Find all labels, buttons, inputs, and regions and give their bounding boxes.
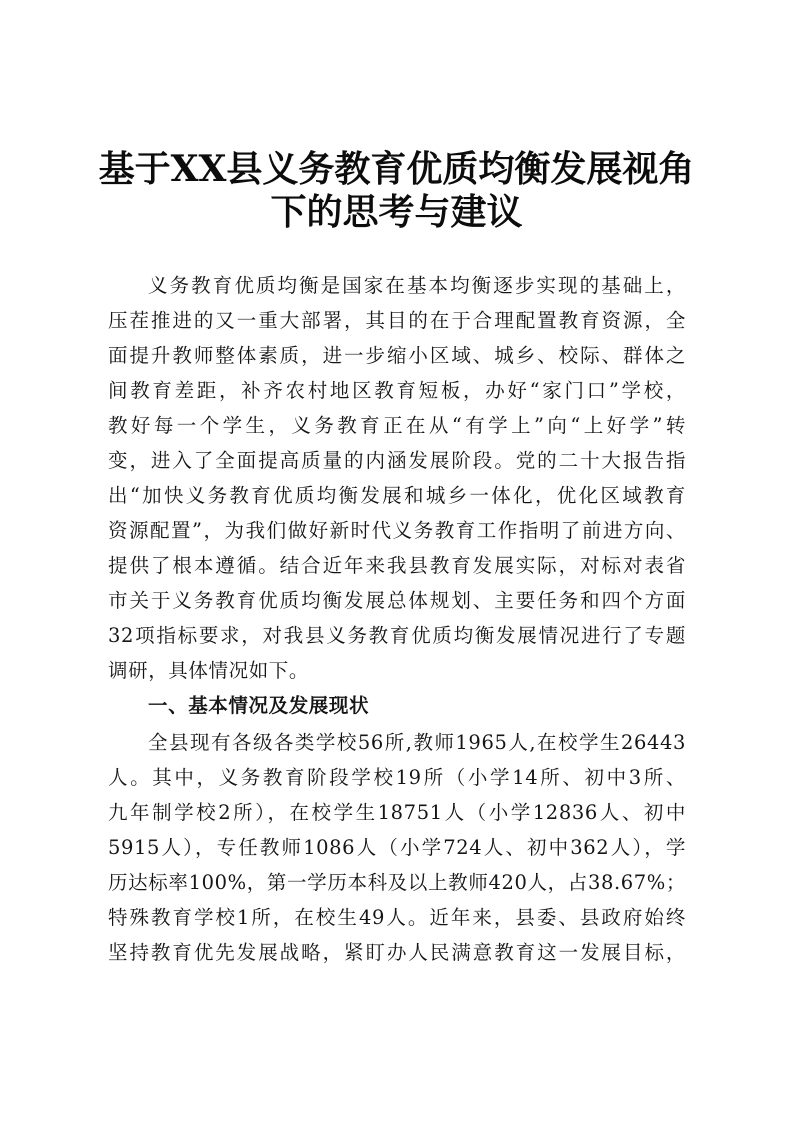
paragraph-2-line: 坚持教育优先发展战略，紧盯办人民满意教育这一发展目标， [108,941,686,964]
paragraph-1-line: 变，进入了全面提高质量的内涵发展阶段。党的二十大报告指 [108,449,686,472]
paragraph-2-line: 历达标率100%，第一学历本科及以上教师420人，占38.67%； [108,871,686,894]
paragraph-1-line: 义务教育优质均衡是国家在基本均衡逐步实现的基础上， [148,274,686,297]
paragraph-2-line: 特殊教育学校1所，在校生49人。近年来，县委、县政府始终 [108,906,686,929]
paragraph-1-line: 压茬推进的又一重大部署，其目的在于合理配置教育资源，全 [108,309,686,332]
paragraph-2-line: 人。其中，义务教育阶段学校19所（小学14所、初中3所、 [108,766,686,789]
paragraph-1-line: 面提升教师整体素质，进一步缩小区域、城乡、校际、群体之 [108,344,686,367]
paragraph-1-line: 提供了根本遵循。结合近年来我县教育发展实际，对标对表省 [108,554,686,577]
document-title-line-1: 基于XX县义务教育优质均衡发展视角 [98,148,695,190]
paragraph-1-line: 间教育差距，补齐农村地区教育短板，办好“家门口”学校， [108,379,686,402]
paragraph-1-line: 资源配置”，为我们做好新时代义务教育工作指明了前进方向、 [108,519,686,542]
paragraph-1-line: 教好每一个学生，义务教育正在从“有学上”向“上好学”转 [108,414,686,437]
paragraph-2-line: 5915人），专任教师1086人（小学724人、初中362人），学 [108,836,686,859]
paragraph-1-line: 市关于义务教育优质均衡发展总体规划、主要任务和四个方面 [108,589,686,612]
paragraph-1-line: 出“加快义务教育优质均衡发展和城乡一体化，优化区域教育 [108,484,686,507]
paragraph-2-line: 九年制学校2所），在校学生18751人（小学12836人、初中 [108,801,686,824]
paragraph-2-line: 全县现有各级各类学校56所,教师1965人,在校学生26443 [148,731,686,754]
section-heading: 一、基本情况及发展现状 [148,694,370,717]
paragraph-1-line: 调研，具体情况如下。 [108,659,310,682]
document-title-line-2: 下的思考与建议 [270,191,523,233]
paragraph-1-line: 32项指标要求，对我县义务教育优质均衡发展情况进行了专题 [108,624,686,647]
